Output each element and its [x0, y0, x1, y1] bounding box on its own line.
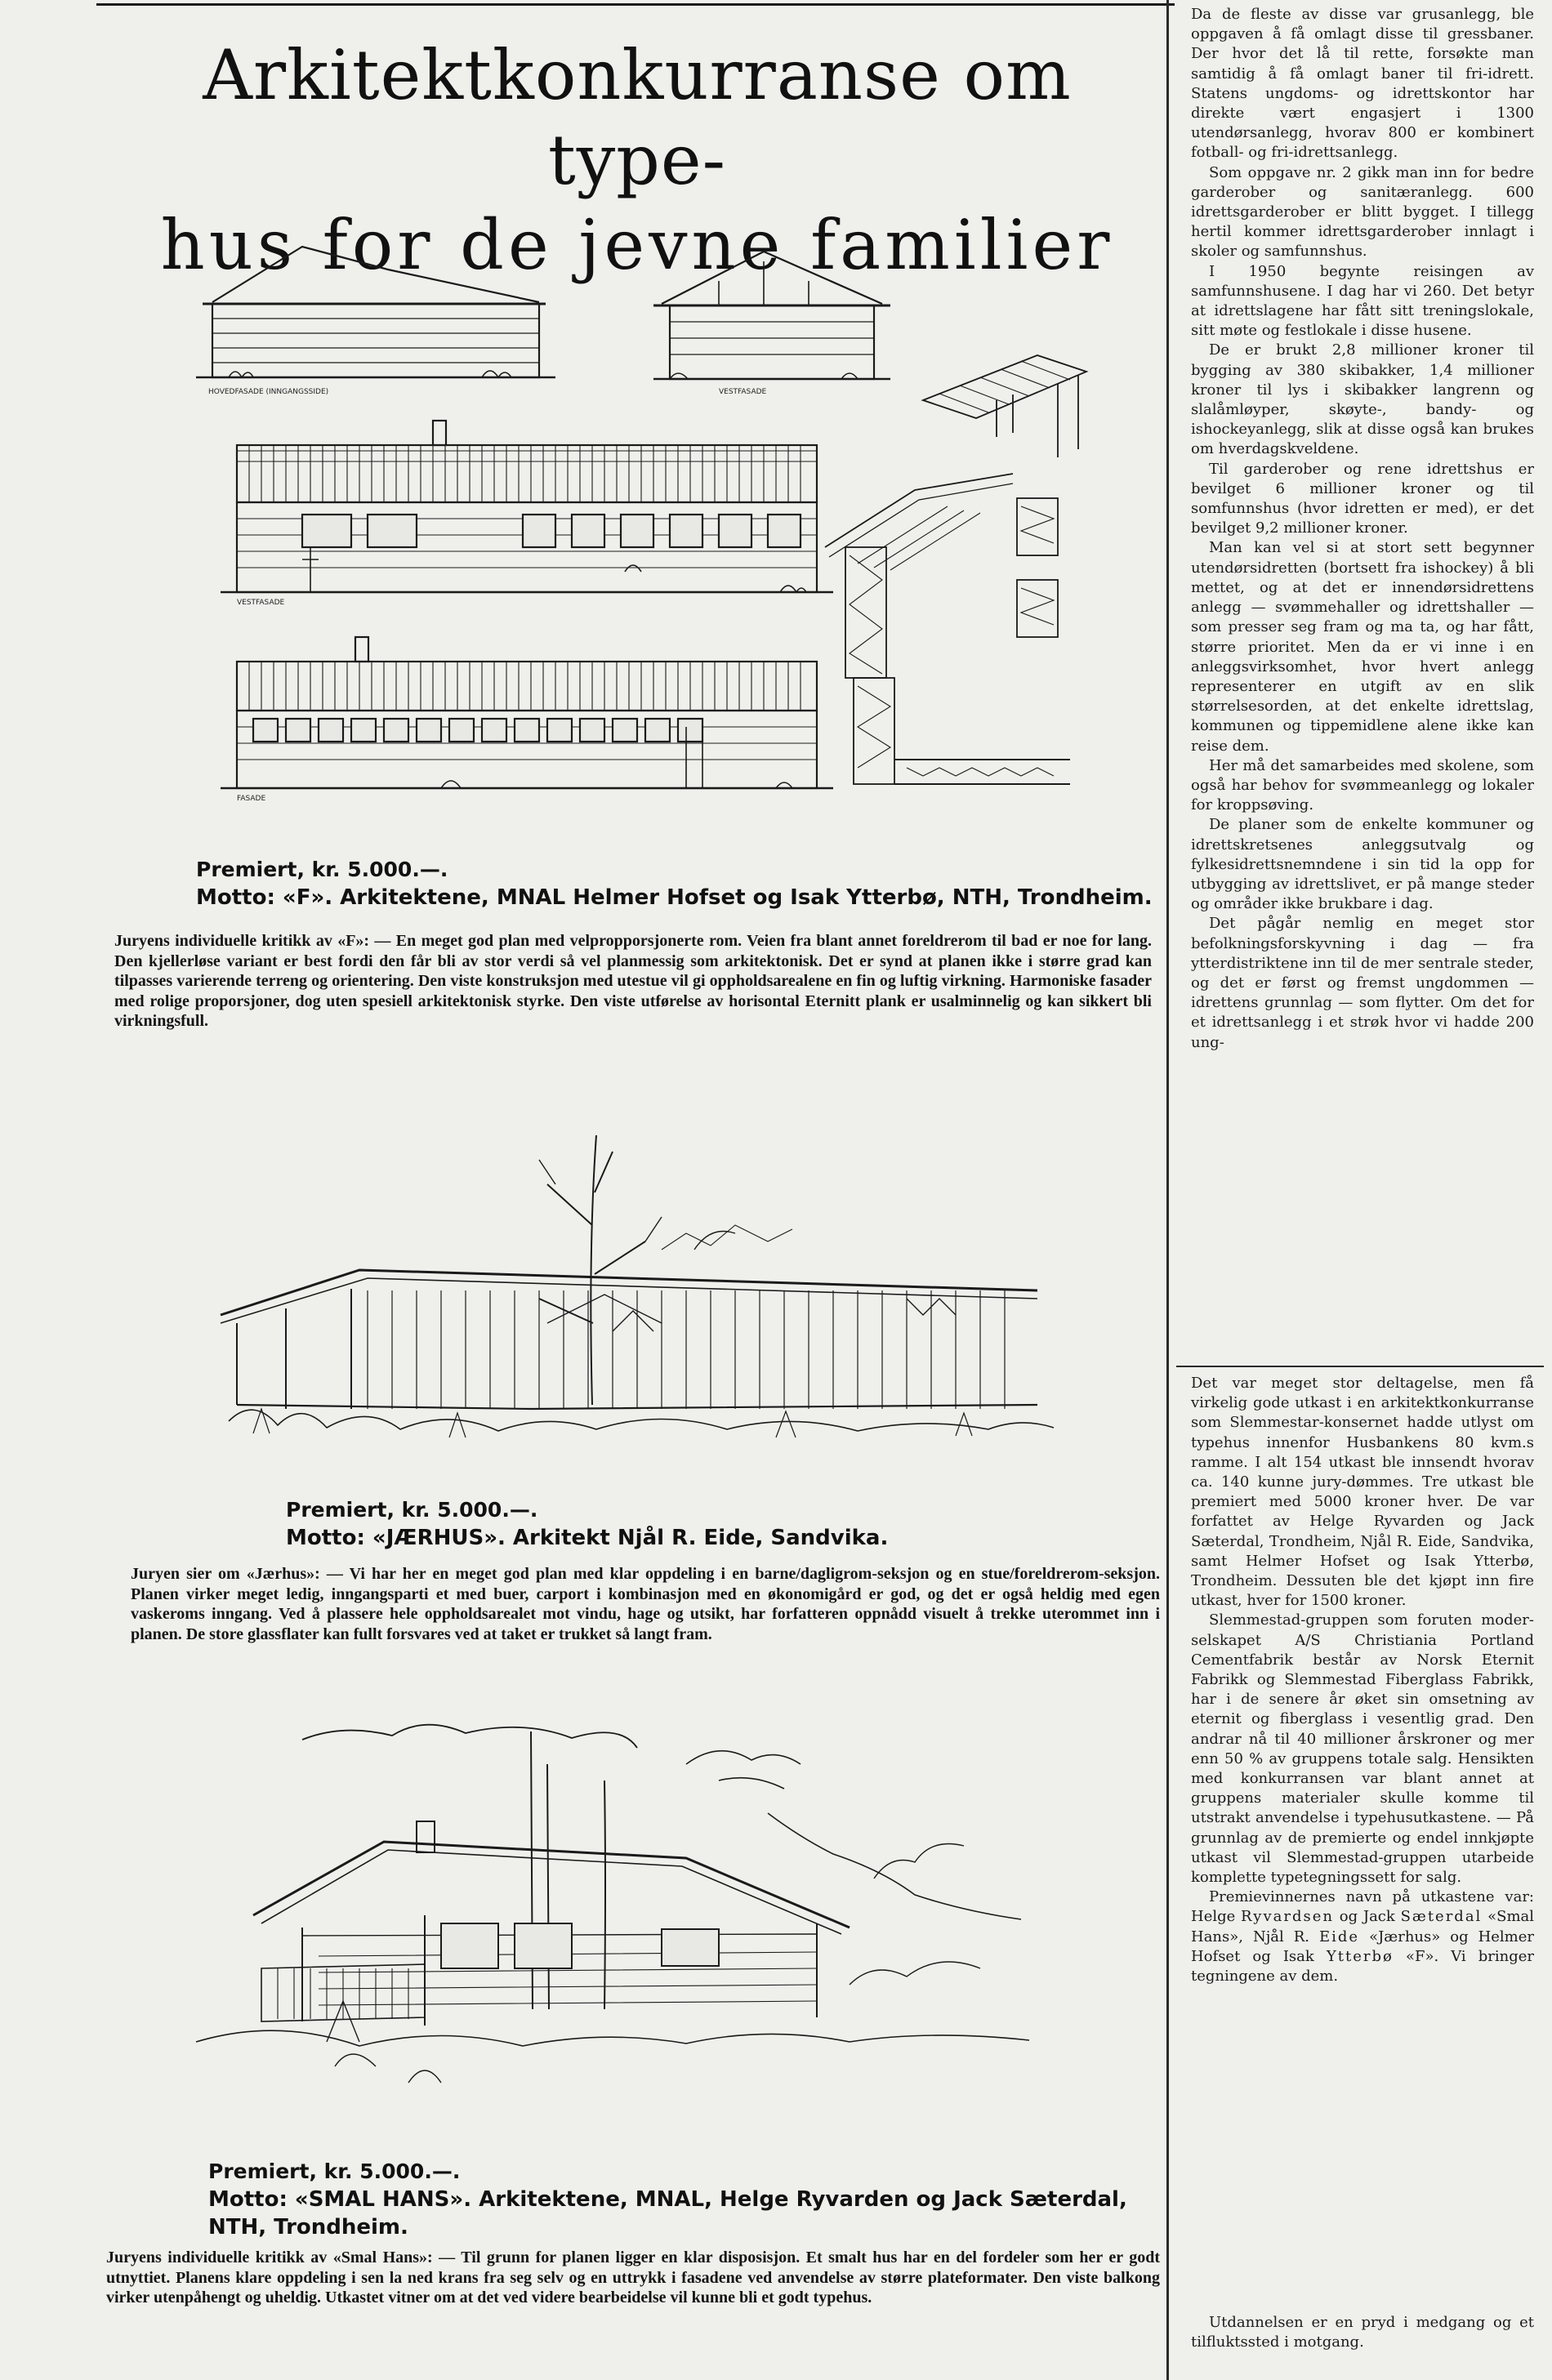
- elevation-label: VESTFASADE: [237, 599, 285, 607]
- entry-f-critique: Juryens individuelle kritikk av «F»: — En meget god plan med velpropporsjonerte rom. Veien fra blant annet foreldrerom til bad er noe for lang. Den kjellerløse variant er best fordi den får bli av stor verdi så vel planmessig som arkitektonisk. Det er synd at planen ikke i større grad kan tilpasses varierende terreng og orientering. Den viste konstruksjon med utestue vil gi oppholdsarealene en fin og luftig virkning. Harmoniske fasader med rolige proporsjoner, dog uten spesiell arkitektonisk styrke. Den viste utførelse av horisontal Eternitt plank er usalminnelig og kan sikkert bli virkningsfull.: [114, 932, 1152, 1030]
- smal-hans-drawing: [180, 1715, 1111, 2140]
- construction-detail: [825, 355, 1086, 784]
- sidebar-paragraph: Man kan vel si at stort sett begynner utendørsidretten (bortsett fra ishockey) å bli mettet, og at det er innendørsidrettens anlegg — svømmehaller og idrettshaller — som presser seg fram og ma ta, og har fått, større prioritet. Men da er vi inne i en anleggsvirksomhet, hvor hvert anlegg representerer en utgift av en slik størrelsesorden, at det enkelte idrettslag, kommunen og tippemidlene alene ikke kan reise dem.: [1191, 539, 1534, 755]
- entry-jaerhus-caption: [286, 1496, 1144, 1552]
- entry-f-prize: Premiert, kr. 5.000.—.: [196, 858, 448, 881]
- sidebar-paragraph: Det pågår nemlig en meget stor befolkningsforskyvning i dag — fra ytterdistriktene inn til de mer sentrale steder, og det er først og fremst ungdommen — idrettens grunnlag — som flytter. Om det for et idrettsanlegg i et strøk hvor vi hadde 200 ung-: [1191, 915, 1534, 1051]
- sidebar-paragraph: De planer som de enkelte kommuner og idrettskretsenes anleggsutvalg og fylkesidrettsnemndene i sin tid la opp for utbygging av idrettslivet, er på mange steder og områder ikke brukbare i dag.: [1191, 816, 1534, 913]
- winners-and: og Jack: [1339, 1908, 1395, 1926]
- winners-motto: «Smal Hans», Njål R.: [1191, 1908, 1534, 1945]
- elevation-drawing: [653, 252, 890, 379]
- sidebar-bottom-text: [1191, 2313, 1534, 2352]
- elevation-drawing: [221, 421, 833, 592]
- winner-name: Eide: [1319, 1928, 1360, 1945]
- sidebar-paragraph: I 1950 begynte reisingen av samfunnshusene. I dag har vi 260. Det betyr at idrettslagene har fått sitt treningslokale, sitt møte og festlokale i disse husene.: [1191, 262, 1534, 340]
- elevation-label: FASADE: [237, 795, 266, 803]
- jaerhus-drawing: [204, 1127, 1086, 1470]
- sidebar-column: [1176, 0, 1544, 2380]
- headline-line-2: hus for de jevne familier: [160, 205, 1114, 285]
- entry-jaerhus-critique: Juryen sier om «Jærhus»: — Vi har her en meget god plan med klar oppdeling i en barne/dagligrom-seksjon og en stue/foreldrerom-seksjon. Planen virker meget ledig, inngangsparti et med buer, carport i kombinasjon med en økonomigård er god, og det er også heldig med egen vaskeroms inngang. Ved å plassere hele oppholdsarealet mot vindu, hage og utsikt, har forfatteren oppnådd visuelt å trekke uterommet inn i planen. De store glassflater kan fullt forsvares ved at taket er trukket så langt fram.: [131, 1565, 1160, 1643]
- entry-smal-hans-critique: Juryens individuelle kritikk av «Smal Hans»: — Til grunn for planen ligger en klar disposisjon. Et smalt hus har en del fordeler som her er godt utnyttiet. Planens klare oppdeling i sen la ned krans fra seg selv og en uttrykk i fasadene ved anvendelse av større plateformater. Den viste balkong virker utenpåhengt og uheldig. Utkastet vitner om at det ved videre bearbeidelse vil kunne bli et godt typehus.: [106, 2249, 1160, 2306]
- winner-name: Ytterbø: [1326, 1947, 1394, 1965]
- entry-f-motto: Motto: «F». Arkitektene, MNAL Helmer Hofset og Isak Ytterbø, NTH, Trondheim.: [196, 885, 1153, 910]
- elevation-label: VESTFASADE: [719, 388, 767, 396]
- entry-smal-hans-prize: Premiert, kr. 5.000.—.: [208, 2159, 461, 2183]
- winner-name: Ryvardsen: [1241, 1908, 1334, 1926]
- winners-motto: «Jærhus» og Helmer Hofset og Isak: [1191, 1928, 1534, 1965]
- sidebar-divider: [1176, 1366, 1544, 1367]
- headline-line-1: Arkitektkonkurranse om type-: [203, 35, 1072, 200]
- sidebar-paragraph: Til garderober og rene idrettshus er bevilget 6 millioner kroner og til somfunnshus (hvor idretten er med), er det bevilget 9,2 millioner kroner.: [1191, 460, 1534, 537]
- sidebar-paragraph: Da de fleste av disse var grusanlegg, ble oppgaven å få omlagt disse til gressbaner. Der hvor det lå til rette, forsøkte man samtidig å få omlagt baner til fri-idrett. Statens ungdoms- og idrettskontor har direkte vært engasjert i 1300 utendørsanlegg, hvorav 800 er kombinert fotball- og fri-idrettsanlegg.: [1191, 6, 1534, 162]
- elevation-drawing: [221, 637, 833, 788]
- sidebar-paragraph: Slemmestad-gruppen som foruten moder-selskapet A/S Christiania Portland Cementfabrik består av Norsk Eternit Fabrikk og Slemmestad Fiberglass Fabrikk, har i de senere år øket sin omsetning av eternit og fiberglass i vesentlig grad. Den andrar nå til 40 millioner årskroner og mer enn 50 % av gruppens totale salg. Hensikten med konkurransen var blant annet at gruppens materialer skulle komme til utstrakt anvendelse i typehusutkastene. — På grunnlag av de premierte og endel innkjøpte utkast vil Slemmestad-gruppen utarbeide komplette typetegningssett for salg.: [1191, 1611, 1534, 1887]
- elevation-drawing: [196, 247, 555, 377]
- winners-outro: «F». Vi bringer tegningene av dem.: [1191, 1947, 1535, 1986]
- sidebar-bottom-paragraph: Utdannelsen er en pryd i medgang og et tilfluktssted i motgang.: [1191, 2314, 1534, 2351]
- main-article: [90, 0, 1160, 2380]
- sidebar-paragraph: Som oppgave nr. 2 gikk man inn for bedre garderober og sanitæranlegg. 600 idrettsgarderober er blitt bygget. I tillegg hertil kommer idrettsgarderober innlagt i skoler og samfunnshus.: [1191, 163, 1534, 261]
- sidebar-paragraph: Det var meget stor deltagelse, men få virkelig gode utkast i en arkitektkonkurranse som Slemmestar-konsernet hadde utlyst om typehus innenfor Husbankens 80 kvm.s ramme. I alt 154 utkast ble innsendt hvorav ca. 140 kunne jury-dømmes. Tre utkast ble premiert med 5000 kroner hver. De var forfattet av Helge Ryvarden og Jack Sæterdal, Trondheim, Njål R. Eide, Sandvika, samt Helmer Hofset og Isak Ytterbø, Trondheim. Dessuten ble det kjøpt inn fire utkast, hver for 1500 kroner.: [1191, 1375, 1534, 1610]
- entry-f-caption: [196, 856, 1160, 911]
- sidebar-paragraph: Her må det samarbeides med skolene, som også har behov for svømmeanlegg og lokaler for kroppsøving.: [1191, 756, 1534, 814]
- entry-jaerhus-motto: Motto: «JÆRHUS». Arkitekt Njål R. Eide, Sandvika.: [286, 1526, 889, 1550]
- sidebar-paragraph: De er brukt 2,8 millioner kroner til bygging av 380 skibakker, 1,4 millioner kroner til lys i skibakker langrenn og slalåmløyper, skøyte-, bandy- og ishockeyanlegg, slik at disse også kan brukes om hverdagskveldene.: [1191, 341, 1534, 458]
- entry-smal-hans-motto-2: NTH, Trondheim.: [208, 2215, 408, 2240]
- sidebar-winners-paragraph: [1191, 1888, 1534, 1986]
- entry-smal-hans-motto-1: Motto: «SMAL HANS». Arkitektene, MNAL, Helge Ryvarden og Jack Sæterdal,: [208, 2187, 1127, 2212]
- sidebar-upper-text: [1191, 5, 1534, 1053]
- column-separator: [1166, 0, 1169, 2380]
- entry-jaerhus-prize: Premiert, kr. 5.000.—.: [286, 1498, 538, 1522]
- sidebar-lower-text: [1191, 1374, 1534, 1986]
- winner-name: Sæterdal: [1400, 1908, 1483, 1926]
- elevation-label: HOVEDFASADE (INNGANGSSIDE): [208, 388, 329, 396]
- winners-intro: Premievinnernes navn på utkastene var: Helge: [1191, 1888, 1534, 1926]
- entry-smal-hans-caption: [208, 2158, 1156, 2241]
- house-f-drawings: [98, 237, 1135, 841]
